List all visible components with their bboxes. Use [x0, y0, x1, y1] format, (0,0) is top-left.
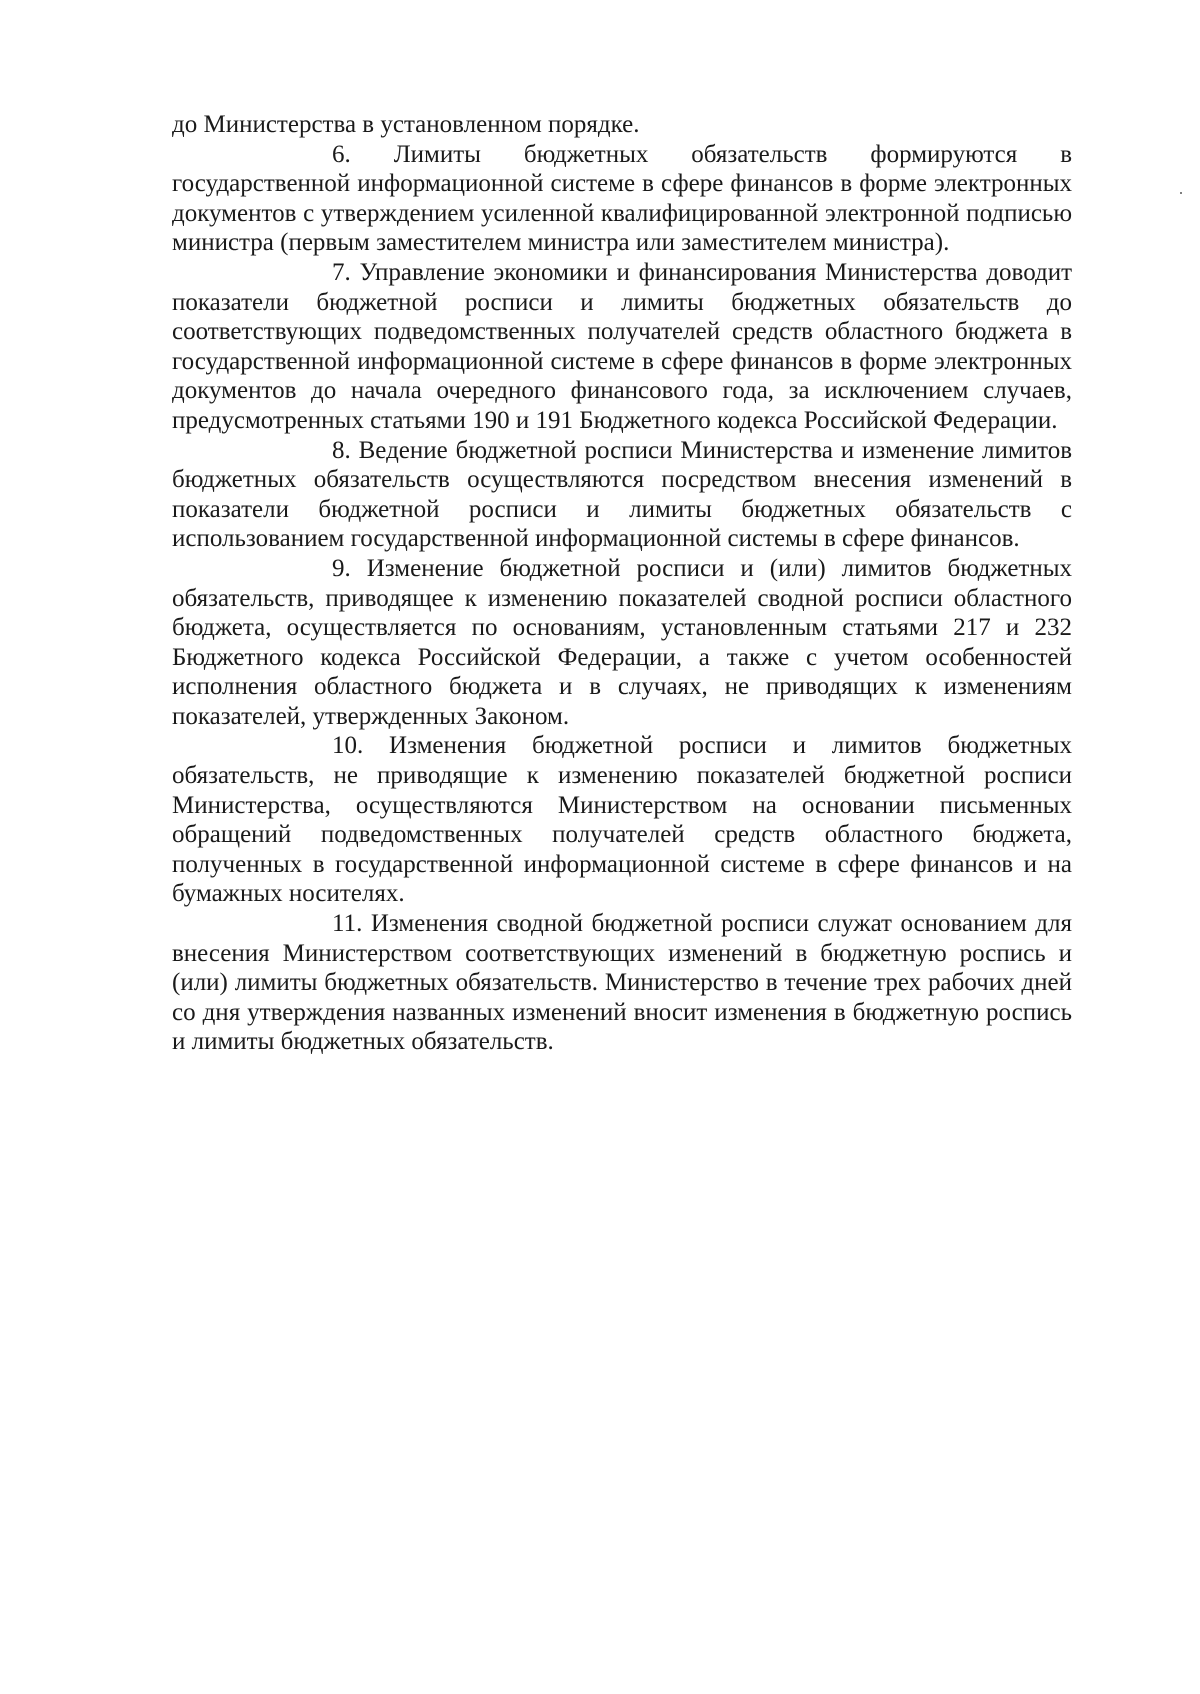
paragraph-text: Изменения сводной бюджетной росписи служат основанием для внесения Министерством соответствующих изменений в бюджетную роспись и (или) лимиты бюджетных обязательств. Министерство в течение трех рабочих дней со дня утверждения названных изменений вносит изменения в бюджетную роспись и лимиты бюджетных обязательств.: [172, 910, 1072, 1056]
document-body: [172, 110, 1072, 1057]
paragraph-number: 11.: [332, 910, 363, 938]
scan-speck: [1180, 192, 1182, 194]
paragraph-number: 9.: [332, 554, 351, 582]
paragraph-number: 8.: [332, 436, 351, 464]
paragraph-7: [172, 258, 1072, 436]
paragraph-text: Изменение бюджетной росписи и (или) лимитов бюджетных обязательств, приводящее к изменению показателей сводной росписи областного бюджета, осуществляется по основаниям, установленным статьями 217 и 232 Бюджетного кодекса Российской Федерации, а также с учетом особенностей исполнения областного бюджета и в случаях, не приводящих к изменениям показателей, утвержденных Законом.: [172, 554, 1073, 730]
paragraph-8: [172, 436, 1072, 554]
continuation-paragraph: до Министерства в установленном порядке.: [172, 111, 640, 138]
paragraph-11: [172, 909, 1072, 1057]
paragraph-number: 7.: [332, 258, 351, 286]
paragraph-text: Изменения бюджетной росписи и лимитов бюджетных обязательств, не приводящие к изменению показателей бюджетной росписи Министерства, осуществляются Министерством на основании письменных обращений подведомственных получателей средств областного бюджета, полученных в государственной информационной системе в сфере финансов и на бумажных носителях.: [172, 732, 1072, 908]
paragraph-9: [172, 554, 1072, 732]
paragraph-number: 6.: [332, 140, 351, 168]
paragraph-10: [172, 731, 1072, 909]
paragraph-text: Ведение бюджетной росписи Министерства и изменение лимитов бюджетных обязательств осуществляются посредством внесения изменений в показатели бюджетной росписи и лимиты бюджетных обязательств с использованием государственной информационной системы в сфере финансов.: [172, 436, 1073, 553]
paragraph-number: 10.: [332, 732, 364, 760]
paragraph-text: Лимиты бюджетных обязательств формируются в государственной информационной системе в сфере финансов в форме электронных документов с утверждением усиленной квалифицированной электронной подписью министра (первым заместителем министра или заместителем министра).: [172, 140, 1072, 257]
paragraph-text: Управление экономики и финансирования Министерства доводит показатели бюджетной росписи и лимиты бюджетных обязательств до соответствующих подведомственных получателей средств областного бюджета в государственной информационной системе в сфере финансов в форме электронных документов до начала очередного финансового года, за исключением случаев, предусмотренных статьями 190 и 191 Бюджетного кодекса Российской Федерации.: [172, 258, 1072, 434]
paragraph-6: [172, 140, 1072, 258]
